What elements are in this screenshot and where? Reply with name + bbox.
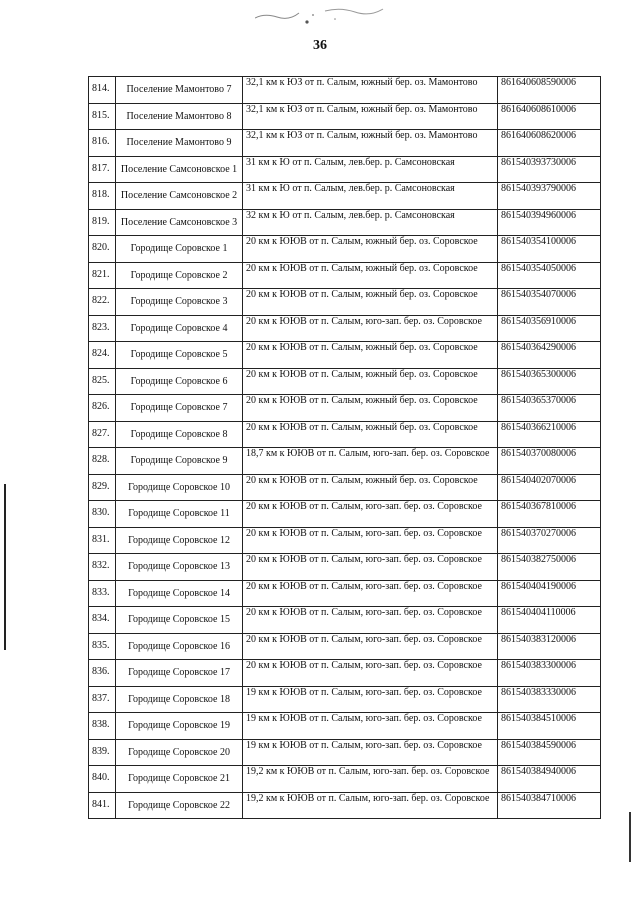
registry-code: 861540383330006 xyxy=(498,686,601,713)
site-location: 20 км к ЮЮВ от п. Салым, юго-зап. бер. оз. Соровское xyxy=(243,633,498,660)
table-row xyxy=(89,342,601,369)
row-number: 823. xyxy=(89,315,116,342)
site-name: Городище Соровское 20 xyxy=(116,739,243,766)
registry-code: 861540404190006 xyxy=(498,580,601,607)
table-row xyxy=(89,739,601,766)
registry-code: 861640608620006 xyxy=(498,130,601,157)
row-number: 838. xyxy=(89,713,116,740)
site-name: Городище Соровское 13 xyxy=(116,554,243,581)
row-number: 814. xyxy=(89,77,116,104)
site-location: 18,7 км к ЮЮВ от п. Салым, юго-зап. бер. оз. Соровское xyxy=(243,448,498,475)
row-number: 815. xyxy=(89,103,116,130)
site-location: 20 км к ЮЮВ от п. Салым, юго-зап. бер. оз. Соровское xyxy=(243,660,498,687)
site-location: 19,2 км к ЮЮВ от п. Салым, юго-зап. бер. оз. Соровское xyxy=(243,766,498,793)
site-location: 31 км к Ю от п. Салым, лев.бер. р. Самсоновская xyxy=(243,156,498,183)
table-row xyxy=(89,315,601,342)
table-row xyxy=(89,368,601,395)
registry-code: 861540382750006 xyxy=(498,554,601,581)
table-row xyxy=(89,103,601,130)
site-location: 20 км к ЮЮВ от п. Салым, южный бер. оз. Соровское xyxy=(243,289,498,316)
registry-code: 861640608610006 xyxy=(498,103,601,130)
registry-code: 861640608590006 xyxy=(498,77,601,104)
table-row xyxy=(89,660,601,687)
site-name: Поселение Самсоновское 2 xyxy=(116,183,243,210)
registry-code: 861540364290006 xyxy=(498,342,601,369)
table-row xyxy=(89,156,601,183)
row-number: 830. xyxy=(89,501,116,528)
scan-artifact xyxy=(255,4,385,26)
registry-code: 861540370080006 xyxy=(498,448,601,475)
site-location: 19 км к ЮЮВ от п. Салым, юго-зап. бер. оз. Соровское xyxy=(243,739,498,766)
table-row xyxy=(89,395,601,422)
row-number: 828. xyxy=(89,448,116,475)
site-location: 32 км к Ю от п. Салым, лев.бер. р. Самсоновская xyxy=(243,209,498,236)
table-row xyxy=(89,474,601,501)
site-location: 19 км к ЮЮВ от п. Салым, юго-зап. бер. оз. Соровское xyxy=(243,713,498,740)
row-number: 819. xyxy=(89,209,116,236)
registry-code: 861540384510006 xyxy=(498,713,601,740)
row-number: 824. xyxy=(89,342,116,369)
table-row xyxy=(89,130,601,157)
row-number: 833. xyxy=(89,580,116,607)
site-name: Городище Соровское 5 xyxy=(116,342,243,369)
row-number: 816. xyxy=(89,130,116,157)
registry-code: 861540367810006 xyxy=(498,501,601,528)
table-row xyxy=(89,607,601,634)
site-name: Поселение Самсоновское 3 xyxy=(116,209,243,236)
site-name: Городище Соровское 21 xyxy=(116,766,243,793)
site-name: Поселение Мамонтово 7 xyxy=(116,77,243,104)
site-name: Городище Соровское 10 xyxy=(116,474,243,501)
registry-code: 861540394960006 xyxy=(498,209,601,236)
registry-code: 861540370270006 xyxy=(498,527,601,554)
heritage-registry-table xyxy=(88,76,601,819)
row-number: 834. xyxy=(89,607,116,634)
site-location: 19 км к ЮЮВ от п. Салым, юго-зап. бер. оз. Соровское xyxy=(243,686,498,713)
site-name: Городище Соровское 1 xyxy=(116,236,243,263)
site-name: Городище Соровское 15 xyxy=(116,607,243,634)
table-row xyxy=(89,713,601,740)
table-row xyxy=(89,209,601,236)
site-name: Городище Соровское 7 xyxy=(116,395,243,422)
row-number: 817. xyxy=(89,156,116,183)
registry-code: 861540365300006 xyxy=(498,368,601,395)
site-location: 20 км к ЮЮВ от п. Салым, юго-зап. бер. оз. Соровское xyxy=(243,554,498,581)
site-name: Городище Соровское 18 xyxy=(116,686,243,713)
site-location: 20 км к ЮЮВ от п. Салым, южный бер. оз. Соровское xyxy=(243,342,498,369)
row-number: 825. xyxy=(89,368,116,395)
row-number: 841. xyxy=(89,792,116,819)
table-row xyxy=(89,236,601,263)
site-location: 20 км к ЮЮВ от п. Салым, южный бер. оз. Соровское xyxy=(243,368,498,395)
registry-code: 861540383120006 xyxy=(498,633,601,660)
registry-code: 861540365370006 xyxy=(498,395,601,422)
site-name: Городище Соровское 8 xyxy=(116,421,243,448)
row-number: 822. xyxy=(89,289,116,316)
row-number: 840. xyxy=(89,766,116,793)
site-name: Городище Соровское 12 xyxy=(116,527,243,554)
site-location: 31 км к Ю от п. Салым, лев.бер. р. Самсоновская xyxy=(243,183,498,210)
row-number: 837. xyxy=(89,686,116,713)
row-number: 839. xyxy=(89,739,116,766)
site-location: 20 км к ЮЮВ от п. Салым, юго-зап. бер. оз. Соровское xyxy=(243,315,498,342)
registry-code: 861540384710006 xyxy=(498,792,601,819)
site-name: Поселение Мамонтово 8 xyxy=(116,103,243,130)
row-number: 826. xyxy=(89,395,116,422)
site-name: Городище Соровское 6 xyxy=(116,368,243,395)
registry-code: 861540384590006 xyxy=(498,739,601,766)
row-number: 821. xyxy=(89,262,116,289)
table-row xyxy=(89,792,601,819)
site-location: 20 км к ЮЮВ от п. Салым, юго-зап. бер. оз. Соровское xyxy=(243,580,498,607)
row-number: 827. xyxy=(89,421,116,448)
table-row xyxy=(89,262,601,289)
site-name: Городище Соровское 19 xyxy=(116,713,243,740)
site-name: Городище Соровское 4 xyxy=(116,315,243,342)
row-number: 831. xyxy=(89,527,116,554)
site-name: Городище Соровское 11 xyxy=(116,501,243,528)
row-number: 836. xyxy=(89,660,116,687)
table-row xyxy=(89,183,601,210)
site-name: Городище Соровское 3 xyxy=(116,289,243,316)
site-name: Поселение Самсоновское 1 xyxy=(116,156,243,183)
site-location: 20 км к ЮЮВ от п. Салым, южный бер. оз. Соровское xyxy=(243,236,498,263)
site-name: Городище Соровское 22 xyxy=(116,792,243,819)
registry-code: 861540393790006 xyxy=(498,183,601,210)
site-location: 20 км к ЮЮВ от п. Салым, южный бер. оз. Соровское xyxy=(243,262,498,289)
page-number: 36 xyxy=(313,38,327,53)
site-name: Городище Соровское 16 xyxy=(116,633,243,660)
site-location: 20 км к ЮЮВ от п. Салым, южный бер. оз. Соровское xyxy=(243,421,498,448)
site-location: 32,1 км к ЮЗ от п. Салым, южный бер. оз. Мамонтово xyxy=(243,103,498,130)
registry-code: 861540356910006 xyxy=(498,315,601,342)
table-body xyxy=(89,77,601,819)
table-row xyxy=(89,501,601,528)
site-location: 20 км к ЮЮВ от п. Салым, юго-зап. бер. оз. Соровское xyxy=(243,527,498,554)
table-row xyxy=(89,421,601,448)
scan-edge-mark xyxy=(629,812,631,862)
site-location: 20 км к ЮЮВ от п. Салым, юго-зап. бер. оз. Соровское xyxy=(243,501,498,528)
site-name: Городище Соровское 2 xyxy=(116,262,243,289)
row-number: 832. xyxy=(89,554,116,581)
registry-code: 861540402070006 xyxy=(498,474,601,501)
site-location: 20 км к ЮЮВ от п. Салым, юго-зап. бер. оз. Соровское xyxy=(243,607,498,634)
site-location: 32,1 км к ЮЗ от п. Салым, южный бер. оз. Мамонтово xyxy=(243,77,498,104)
row-number: 829. xyxy=(89,474,116,501)
row-number: 820. xyxy=(89,236,116,263)
registry-code: 861540384940006 xyxy=(498,766,601,793)
registry-code: 861540383300006 xyxy=(498,660,601,687)
table-row xyxy=(89,580,601,607)
site-location: 19,2 км к ЮЮВ от п. Салым, юго-зап. бер. оз. Соровское xyxy=(243,792,498,819)
registry-code: 861540393730006 xyxy=(498,156,601,183)
site-location: 20 км к ЮЮВ от п. Салым, южный бер. оз. Соровское xyxy=(243,395,498,422)
registry-code: 861540366210006 xyxy=(498,421,601,448)
table-row xyxy=(89,554,601,581)
site-name: Городище Соровское 9 xyxy=(116,448,243,475)
table-row xyxy=(89,448,601,475)
table-row xyxy=(89,289,601,316)
table-row xyxy=(89,766,601,793)
scan-edge-mark xyxy=(4,484,6,650)
table-row xyxy=(89,77,601,104)
registry-code: 861540404110006 xyxy=(498,607,601,634)
table-row xyxy=(89,686,601,713)
table-row xyxy=(89,633,601,660)
site-location: 32,1 км к ЮЗ от п. Салым, южный бер. оз. Мамонтово xyxy=(243,130,498,157)
row-number: 818. xyxy=(89,183,116,210)
site-location: 20 км к ЮЮВ от п. Салым, южный бер. оз. Соровское xyxy=(243,474,498,501)
registry-code: 861540354070006 xyxy=(498,289,601,316)
site-name: Городище Соровское 17 xyxy=(116,660,243,687)
row-number: 835. xyxy=(89,633,116,660)
table-row xyxy=(89,527,601,554)
site-name: Поселение Мамонтово 9 xyxy=(116,130,243,157)
registry-code: 861540354100006 xyxy=(498,236,601,263)
site-name: Городище Соровское 14 xyxy=(116,580,243,607)
registry-code: 861540354050006 xyxy=(498,262,601,289)
